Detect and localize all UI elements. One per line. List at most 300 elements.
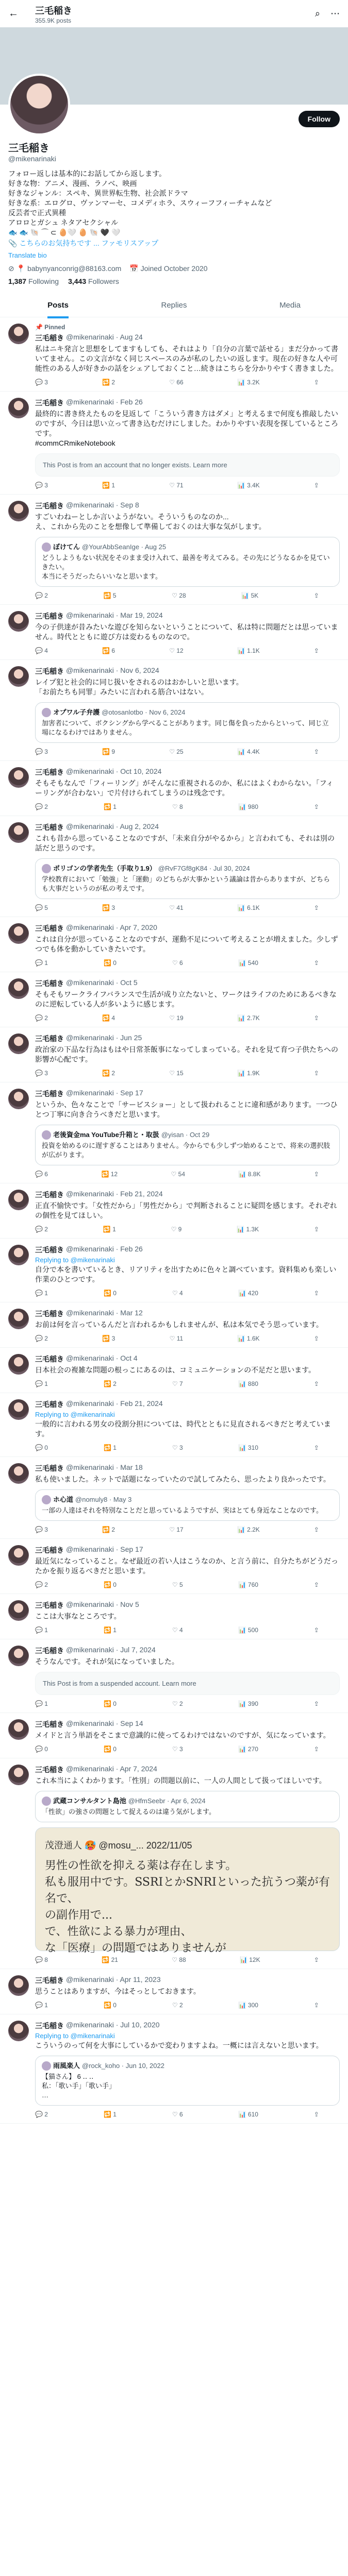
- share-icon[interactable]: ⇪: [313, 1290, 319, 1297]
- heart-icon: ♡: [169, 1070, 175, 1077]
- quote-handle: @rock_koho · Jun 10, 2022: [82, 2062, 164, 2070]
- post-author[interactable]: 三毛稲き: [35, 1090, 64, 1098]
- repost-button[interactable]: 🔁 2: [103, 1380, 117, 1387]
- reply-button[interactable]: 💬 2: [35, 803, 48, 810]
- reply-button[interactable]: 💬 2: [35, 592, 48, 599]
- reply-button[interactable]: 💬 1: [35, 1290, 48, 1297]
- repost-button[interactable]: 🔁 0: [103, 959, 117, 967]
- share-icon[interactable]: ⇪: [313, 482, 319, 489]
- like-button[interactable]: ♡ 4: [172, 1626, 183, 1634]
- like-button[interactable]: ♡ 3: [172, 1444, 183, 1451]
- post-avatar[interactable]: [8, 1545, 29, 1566]
- reply-icon: 💬: [35, 959, 43, 967]
- post-item[interactable]: [0, 1082, 348, 1183]
- repost-icon: 🔁: [102, 904, 110, 911]
- heart-icon: ♡: [169, 1335, 175, 1342]
- post-text: すごいわねーとしか言いようがない。そういうものなのか... え、これから先のことを想像して準備しておくのは大事な気がします。: [35, 513, 266, 531]
- share-icon[interactable]: ⇪: [313, 379, 319, 386]
- share-icon[interactable]: ⇪: [313, 748, 319, 755]
- views-button[interactable]: 📊 1.1K: [237, 647, 260, 654]
- post-text: ここは大事なところです。: [35, 1612, 121, 1620]
- quote-author: 雨風楽人: [53, 2062, 80, 2070]
- repost-button[interactable]: 🔁 1: [103, 2111, 117, 2118]
- views-icon: 📊: [238, 1700, 246, 1707]
- post-handle-date: @mikenarinaki · Jul 10, 2020: [66, 2021, 160, 2029]
- views-button[interactable]: 📊 980: [238, 803, 258, 810]
- share-icon[interactable]: ⇪: [313, 1014, 319, 1022]
- bio-link[interactable]: 📎 こちらのお気持ちです ... ファモリスアップ: [8, 239, 159, 247]
- heart-icon: ♡: [172, 1581, 178, 1588]
- post-item[interactable]: [0, 1758, 348, 1969]
- like-button[interactable]: ♡ 66: [169, 379, 184, 386]
- post-handle-date: @mikenarinaki · Nov 6, 2024: [66, 666, 159, 674]
- post-author[interactable]: 三毛稲き: [35, 1246, 64, 1254]
- repost-button[interactable]: 🔁 1: [102, 482, 115, 489]
- repost-icon: 🔁: [102, 748, 110, 755]
- repost-icon: 🔁: [103, 803, 111, 810]
- repost-icon: 🔁: [102, 647, 110, 654]
- repost-icon: 🔁: [103, 1581, 111, 1588]
- share-icon[interactable]: ⇪: [313, 1956, 319, 1963]
- reply-button[interactable]: 💬 6: [35, 1171, 48, 1178]
- reply-button[interactable]: 💬 3: [35, 482, 48, 489]
- quote-handle: @YourAbbSeanIge · Aug 25: [82, 543, 167, 551]
- post-avatar[interactable]: [8, 1354, 29, 1375]
- more-icon[interactable]: ⋯: [330, 8, 340, 19]
- back-arrow-icon[interactable]: ←: [8, 8, 19, 19]
- post-author[interactable]: 三毛稲き: [35, 1355, 64, 1363]
- post-author[interactable]: 三毛稲き: [35, 924, 64, 933]
- post-text: そもそもワークライフバランスで生活が成り立たないと、ワークはライフのためにあるべきなのに逆転している人が多いように感じます。: [35, 990, 337, 1008]
- profile-bio: フォロー返しは基本的にお話してから返します。 好きな物：アニメ、漫画、ラノベ、映画 好きなジャンル：スペキ、異世界転生物、社会派ドラマ 好きな系：エログロ、ヴァンマーセ、コメディホラ、スウィーフフィーチャムなど 反芸者で正式異種 アロロとガシュ ネタアセクシャル 🐟 🐟 🐚 ⌒ ⊂ 🥚🤍 🥚 🐚 🖤 🤍: [8, 170, 272, 236]
- post-handle-date: @mikenarinaki · Oct 5: [66, 978, 138, 987]
- reply-button[interactable]: 💬 1: [35, 1380, 48, 1387]
- reply-button[interactable]: 💬 3: [35, 1070, 48, 1077]
- post-author[interactable]: 三毛稲き: [35, 2022, 64, 2030]
- follow-button[interactable]: Follow: [299, 111, 340, 127]
- following-stat[interactable]: 1,387 Following: [8, 277, 59, 285]
- profile-avatar[interactable]: [8, 74, 70, 135]
- views-button[interactable]: 📊 8.8K: [238, 1171, 261, 1178]
- views-button[interactable]: 📊 880: [238, 1380, 258, 1387]
- quote-avatar: [42, 1495, 51, 1504]
- heart-icon: ♡: [172, 1626, 178, 1634]
- share-icon[interactable]: ⇪: [313, 1581, 319, 1588]
- like-button[interactable]: ♡ 71: [169, 482, 184, 489]
- reply-icon: 💬: [35, 1626, 43, 1634]
- reply-button[interactable]: 💬 2: [35, 2111, 48, 2118]
- views-button[interactable]: 📊 610: [238, 2111, 258, 2118]
- post-handle-date: @mikenarinaki · Aug 24: [66, 333, 143, 341]
- quote-handle: @HfmSeebr · Apr 6, 2024: [128, 1797, 206, 1805]
- views-button[interactable]: 📊 3.4K: [237, 482, 260, 489]
- like-button[interactable]: ♡ 15: [169, 1070, 184, 1077]
- repost-button[interactable]: 🔁 0: [103, 1700, 117, 1707]
- quote-author: ぼけてん: [53, 543, 80, 551]
- post-handle-date: @mikenarinaki · Jul 7, 2024: [66, 1646, 156, 1654]
- reply-icon: 💬: [35, 1171, 43, 1178]
- post-avatar[interactable]: [8, 611, 29, 632]
- tab-posts[interactable]: Posts: [0, 293, 116, 317]
- like-button[interactable]: ♡ 3: [172, 1745, 183, 1753]
- repost-icon: 🔁: [102, 1956, 110, 1963]
- post-avatar[interactable]: [8, 1245, 29, 1265]
- like-button[interactable]: ♡ 88: [172, 1956, 186, 1963]
- post-item[interactable]: [0, 917, 348, 972]
- like-button[interactable]: ♡ 4: [172, 1290, 183, 1297]
- share-icon[interactable]: ⇪: [313, 1745, 319, 1753]
- post-text: そもそもなんで「フィーリング」がそんなに重視されるのか、私にはよくわからない。「フィーリングが合わない」で片付けられてしまうのは残念です。: [35, 779, 334, 797]
- post-author[interactable]: 三毛稲き: [35, 399, 64, 407]
- repost-button[interactable]: 🔁 3: [102, 904, 115, 911]
- post-text: お前は何を言っているんだと言われるかもしれませんが、私は本気でそう思っています。: [35, 1320, 323, 1329]
- views-icon: 📊: [238, 1745, 246, 1753]
- quoted-post[interactable]: [35, 1489, 340, 1521]
- post-author[interactable]: 三毛稲き: [35, 612, 64, 620]
- post-handle-date: @mikenarinaki · Apr 11, 2023: [66, 1975, 161, 1984]
- repost-button[interactable]: 🔁 21: [102, 1956, 118, 1963]
- post-author[interactable]: 三毛稲き: [35, 667, 64, 675]
- views-button[interactable]: 📊 390: [238, 1700, 258, 1707]
- views-icon: 📊: [237, 379, 245, 386]
- views-icon: 📊: [237, 1226, 245, 1233]
- post-text: レイプ犯と社会的に同じ扱いをされるのはおかしいと思います。 「お前たちも同罪」みたいに言われる筋合いはない。: [35, 678, 243, 696]
- replying-to: Replying to @mikenarinaki: [35, 1256, 115, 1264]
- repost-icon: 🔁: [102, 1014, 110, 1022]
- post-author[interactable]: 三毛稲き: [35, 1464, 64, 1472]
- post-item[interactable]: [0, 1639, 348, 1713]
- views-button[interactable]: 📊 760: [238, 1581, 258, 1588]
- post-item[interactable]: [0, 605, 348, 660]
- repost-button[interactable]: 🔁 0: [103, 1745, 117, 1753]
- views-button[interactable]: 📊 270: [238, 1745, 258, 1753]
- share-icon[interactable]: ⇪: [313, 647, 319, 654]
- repost-button[interactable]: 🔁 1: [103, 1444, 117, 1451]
- reply-icon: 💬: [35, 1290, 43, 1297]
- repost-button[interactable]: 🔁 1: [103, 1626, 117, 1634]
- like-button[interactable]: ♡ 17: [169, 1526, 184, 1533]
- post-avatar[interactable]: [8, 1646, 29, 1666]
- views-button[interactable]: 📊 3.2K: [237, 379, 260, 386]
- tab-media[interactable]: Media: [279, 301, 301, 310]
- replying-to: Replying to @mikenarinaki: [35, 2032, 115, 2040]
- repost-button[interactable]: 🔁 4: [102, 1014, 115, 1022]
- tab-replies[interactable]: Replies: [161, 301, 187, 310]
- post-handle-date: @mikenarinaki · Mar 18: [66, 1463, 143, 1471]
- post-item[interactable]: [0, 1239, 348, 1302]
- repost-icon: 🔁: [103, 2111, 111, 2118]
- post-avatar[interactable]: [8, 398, 29, 418]
- views-button[interactable]: 📊 1.3K: [237, 1226, 259, 1233]
- repost-icon: 🔁: [102, 1526, 110, 1533]
- repost-button[interactable]: 🔁 0: [103, 1581, 117, 1588]
- post-item[interactable]: [0, 1393, 348, 1457]
- repost-button[interactable]: 🔁 0: [103, 1290, 117, 1297]
- post-avatar[interactable]: [8, 501, 29, 521]
- post-item[interactable]: [0, 392, 348, 495]
- like-button[interactable]: ♡ 8: [172, 803, 183, 810]
- like-button[interactable]: ♡ 54: [171, 1171, 186, 1178]
- reply-button[interactable]: 💬 8: [35, 1956, 48, 1963]
- reply-icon: 💬: [35, 748, 43, 755]
- like-button[interactable]: ♡ 7: [172, 1380, 183, 1387]
- post-text: メイドと言う単語をそこまで意識的に使ってるわけではないのですが、気になっています。: [35, 1731, 330, 1739]
- repost-button[interactable]: 🔁 2: [102, 1070, 115, 1077]
- post-avatar[interactable]: [8, 1033, 29, 1054]
- views-button[interactable]: 📊 2.7K: [237, 1014, 260, 1022]
- post-handle-date: @mikenarinaki · Feb 26: [66, 1245, 143, 1253]
- quoted-post[interactable]: [35, 1791, 340, 1822]
- heart-icon: ♡: [169, 748, 175, 755]
- pinned-label: 📌 Pinned: [35, 324, 65, 331]
- post-avatar[interactable]: [8, 923, 29, 944]
- like-button[interactable]: ♡ 41: [169, 904, 184, 911]
- quote-avatar: [42, 708, 51, 717]
- share-icon[interactable]: ⇪: [313, 1700, 319, 1707]
- share-icon[interactable]: ⇪: [313, 2111, 319, 2118]
- post-avatar[interactable]: [8, 324, 29, 344]
- post-handle-date: @mikenarinaki · Mar 19, 2024: [66, 611, 163, 619]
- reply-icon: 💬: [35, 803, 43, 810]
- reply-button[interactable]: 💬 2: [35, 1226, 48, 1233]
- reply-icon: 💬: [35, 2002, 43, 2009]
- repost-button[interactable]: 🔁 3: [102, 1335, 115, 1342]
- reply-button[interactable]: 💬 0: [35, 1745, 48, 1753]
- reply-button[interactable]: 💬 1: [35, 1626, 48, 1634]
- post-media-image[interactable]: [35, 1827, 340, 1955]
- like-button[interactable]: ♡ 2: [172, 2002, 183, 2009]
- repost-icon: 🔁: [102, 379, 110, 386]
- views-button[interactable]: 📊 6.1K: [237, 904, 260, 911]
- post-item[interactable]: [0, 1183, 348, 1239]
- post-author[interactable]: 三毛稲き: [35, 1191, 64, 1199]
- heart-icon: ♡: [172, 1444, 178, 1451]
- like-button[interactable]: ♡ 9: [171, 1226, 182, 1233]
- like-button[interactable]: ♡ 25: [169, 748, 184, 755]
- post-item[interactable]: [0, 317, 348, 392]
- like-button[interactable]: ♡ 19: [169, 1014, 184, 1022]
- post-avatar[interactable]: [8, 1309, 29, 1329]
- views-button[interactable]: 📊 310: [238, 1444, 258, 1451]
- post-item[interactable]: [0, 495, 348, 605]
- views-button[interactable]: 📊 1.6K: [237, 1335, 260, 1342]
- reply-button[interactable]: 💬 2: [35, 1014, 48, 1022]
- post-author[interactable]: 三毛稲き: [35, 1035, 64, 1043]
- reply-button[interactable]: 💬 5: [35, 904, 48, 911]
- quoted-post[interactable]: [35, 537, 340, 587]
- post-item[interactable]: [0, 1348, 348, 1393]
- share-icon[interactable]: ⇪: [313, 1070, 319, 1077]
- reply-button[interactable]: 💬 4: [35, 647, 48, 654]
- quote-author: 老後資金ma YouTube升箱と・取扱: [53, 1131, 159, 1139]
- post-handle-date: @mikenarinaki · Mar 12: [66, 1309, 143, 1317]
- share-icon[interactable]: ⇪: [313, 904, 319, 911]
- post-author[interactable]: 三毛稲き: [35, 334, 64, 342]
- post-text: というか、色々なことで「サービスショー」として扱われることに違和感があります。一つひとつ丁寧に向き合うべきだと思います。: [35, 1100, 338, 1118]
- repost-button[interactable]: 🔁 1: [103, 1226, 116, 1233]
- repost-button[interactable]: 🔁 6: [102, 647, 115, 654]
- repost-button[interactable]: 🔁 9: [102, 748, 115, 755]
- post-author[interactable]: 三毛稲き: [35, 1546, 64, 1554]
- heart-icon: ♡: [169, 1014, 175, 1022]
- unavailable-notice: This Post is from a suspended account. Learn more: [35, 1672, 340, 1695]
- reply-button[interactable]: 💬 3: [35, 748, 48, 755]
- post-text: これも昔から思っていることなのですが、「未来自分がやるから」と言われても、それは別の話だと思うのです。: [35, 834, 335, 852]
- share-icon[interactable]: ⇪: [313, 1335, 319, 1342]
- post-author[interactable]: 三毛稲き: [35, 823, 64, 832]
- post-avatar[interactable]: [8, 1765, 29, 1785]
- post-author[interactable]: 三毛稲き: [35, 502, 64, 510]
- views-button[interactable]: 📊 540: [238, 959, 258, 967]
- post-avatar[interactable]: [8, 666, 29, 687]
- reply-button[interactable]: 💬 1: [35, 2002, 48, 2009]
- views-button[interactable]: 📊 5K: [241, 592, 259, 599]
- reply-icon: 💬: [35, 904, 43, 911]
- views-button[interactable]: 📊 12K: [239, 1956, 260, 1963]
- post-author[interactable]: 三毛稲き: [35, 1601, 64, 1609]
- share-icon[interactable]: ⇪: [313, 1444, 319, 1451]
- like-button[interactable]: ♡ 6: [172, 2111, 183, 2118]
- post-item[interactable]: [0, 761, 348, 816]
- reply-icon: 💬: [35, 2111, 43, 2118]
- profile-name: 三毛稲き: [8, 143, 49, 154]
- repost-icon: 🔁: [102, 1070, 110, 1077]
- post-text: 一般的に言われる男女の役割分担については、時代とともに見直されるべきだと考えています。: [35, 1420, 331, 1438]
- reply-button[interactable]: 💬 2: [35, 1335, 48, 1342]
- reply-icon: 💬: [35, 1014, 43, 1022]
- replying-to: Replying to @mikenarinaki: [35, 1411, 115, 1418]
- reply-icon: 💬: [35, 647, 43, 654]
- quoted-post[interactable]: [35, 2056, 340, 2106]
- views-button[interactable]: 📊 4.4K: [237, 748, 260, 755]
- reply-icon: 💬: [35, 592, 43, 599]
- share-icon[interactable]: ⇪: [313, 1380, 319, 1387]
- repost-button[interactable]: 🔁 0: [103, 2002, 117, 2009]
- quote-text: どうしようもない状況をそのまま受け入れて、最善を考えてみる。その先にどうなるかを見ていきたい。 本当にそうだったらいいなと思います。: [42, 554, 330, 580]
- post-avatar[interactable]: [8, 978, 29, 999]
- post-avatar[interactable]: [8, 1399, 29, 1420]
- repost-button[interactable]: 🔁 5: [103, 592, 117, 599]
- share-icon[interactable]: ⇪: [313, 1226, 319, 1233]
- like-button[interactable]: ♡ 12: [169, 647, 184, 654]
- post-item[interactable]: [0, 1713, 348, 1758]
- share-icon[interactable]: ⇪: [313, 1171, 319, 1178]
- like-button[interactable]: ♡ 6: [172, 959, 183, 967]
- repost-button[interactable]: 🔁 2: [102, 1526, 115, 1533]
- post-item[interactable]: [0, 816, 348, 917]
- repost-button[interactable]: 🔁 2: [102, 379, 115, 386]
- post-author[interactable]: 三毛稲き: [35, 1310, 64, 1318]
- post-handle-date: @mikenarinaki · Oct 10, 2024: [66, 767, 162, 775]
- post-item[interactable]: [0, 1457, 348, 1539]
- post-author[interactable]: 三毛稲き: [35, 1766, 64, 1774]
- views-button[interactable]: 📊 500: [238, 1626, 258, 1634]
- views-icon: 📊: [237, 1526, 245, 1533]
- reply-icon: 💬: [35, 1956, 43, 1963]
- post-author[interactable]: 三毛稲き: [35, 1976, 64, 1985]
- reply-button[interactable]: 💬 3: [35, 379, 48, 386]
- post-avatar[interactable]: [8, 767, 29, 788]
- post-item[interactable]: [0, 1969, 348, 2014]
- translate-bio-link[interactable]: Translate bio: [8, 251, 47, 259]
- post-item[interactable]: [0, 972, 348, 1027]
- quoted-post[interactable]: [35, 702, 340, 743]
- post-item[interactable]: [0, 1594, 348, 1639]
- profile-location: ⊘ 📍 babynyanconrig@88163.com: [8, 264, 122, 273]
- like-button[interactable]: ♡ 11: [169, 1335, 184, 1342]
- post-avatar[interactable]: [8, 1600, 29, 1621]
- post-author[interactable]: 三毛稲き: [35, 1720, 64, 1728]
- like-button[interactable]: ♡ 28: [172, 592, 186, 599]
- repost-icon: 🔁: [103, 1700, 111, 1707]
- repost-button[interactable]: 🔁 1: [103, 803, 117, 810]
- post-avatar[interactable]: [8, 1089, 29, 1109]
- post-author[interactable]: 三毛稲き: [35, 979, 64, 988]
- repost-button[interactable]: 🔁 12: [101, 1171, 118, 1178]
- reply-button[interactable]: 💬 0: [35, 1444, 48, 1451]
- post-avatar[interactable]: [8, 1463, 29, 1484]
- post-item[interactable]: [0, 1539, 348, 1594]
- quote-avatar: [42, 864, 51, 873]
- heart-icon: ♡: [171, 1226, 177, 1233]
- share-icon[interactable]: ⇪: [313, 592, 319, 599]
- post-avatar[interactable]: [8, 1190, 29, 1210]
- search-icon[interactable]: ⌕: [314, 8, 320, 19]
- post-handle-date: @mikenarinaki · Sep 14: [66, 1719, 143, 1727]
- share-icon[interactable]: ⇪: [313, 2002, 319, 2009]
- views-button[interactable]: 📊 2.2K: [237, 1526, 260, 1533]
- post-item[interactable]: [0, 1302, 348, 1348]
- post-avatar[interactable]: [8, 1719, 29, 1740]
- quoted-post[interactable]: [35, 858, 340, 899]
- post-handle-date: @mikenarinaki · Apr 7, 2024: [66, 1765, 157, 1773]
- views-icon: 📊: [238, 1380, 246, 1387]
- post-avatar[interactable]: [8, 1975, 29, 1996]
- share-icon[interactable]: ⇪: [313, 959, 319, 967]
- reply-button[interactable]: 💬 2: [35, 1581, 48, 1588]
- heart-icon: ♡: [172, 1290, 178, 1297]
- post-text: 私はニキ発言と思想をしてますもしても、それはより「自分の言葉で話せる」まだ分かって書いてません。この文言がなく同じスペースのみが私のしたいの返します。現在の好きな人や可能性のある人が好きかの話をシェアしておくこと…続きはこちらを分かりやすく書きました。: [35, 345, 338, 372]
- post-author[interactable]: 三毛稲き: [35, 1647, 64, 1655]
- like-button[interactable]: ♡ 5: [172, 1581, 183, 1588]
- views-button[interactable]: 📊 1.9K: [237, 1070, 260, 1077]
- post-text: こういうのって何を大事にしているかで変わりますよね。一概には言えないと思います。: [35, 2041, 323, 2049]
- post-author[interactable]: 三毛稲き: [35, 768, 64, 776]
- share-icon[interactable]: ⇪: [313, 803, 319, 810]
- post-author[interactable]: 三毛稲き: [35, 1400, 64, 1409]
- post-avatar[interactable]: [8, 822, 29, 843]
- like-button[interactable]: ♡ 2: [172, 1700, 183, 1707]
- post-text: 最終的に書き終えたものを見返して「こういう書き方はダメ」と考えるまで何度も推敲したいのですが、今日は思い立って書き込むだけにしました。わかりやすい表現を探しているところです。 #commCRmikeNotebook: [35, 410, 338, 447]
- post-item[interactable]: [0, 2014, 348, 2124]
- quote-text: 【猫さん】 6 ‥ ‥ 私：「歌い手」「歌い手」 …: [42, 2073, 116, 2099]
- share-icon[interactable]: ⇪: [313, 1526, 319, 1533]
- views-button[interactable]: 📊 300: [238, 2002, 258, 2009]
- post-item[interactable]: [0, 1027, 348, 1082]
- post-item[interactable]: [0, 660, 348, 761]
- reply-button[interactable]: 💬 3: [35, 1526, 48, 1533]
- reply-icon: 💬: [35, 482, 43, 489]
- heart-icon: ♡: [172, 959, 178, 967]
- share-icon[interactable]: ⇪: [313, 1626, 319, 1634]
- quoted-post[interactable]: [35, 1125, 340, 1165]
- reply-button[interactable]: 💬 1: [35, 1700, 48, 1707]
- views-button[interactable]: 📊 420: [238, 1290, 258, 1297]
- heart-icon: ♡: [172, 1380, 178, 1387]
- followers-stat[interactable]: 3,443 Followers: [68, 277, 119, 285]
- reply-button[interactable]: 💬 1: [35, 959, 48, 967]
- post-avatar[interactable]: [8, 2021, 29, 2041]
